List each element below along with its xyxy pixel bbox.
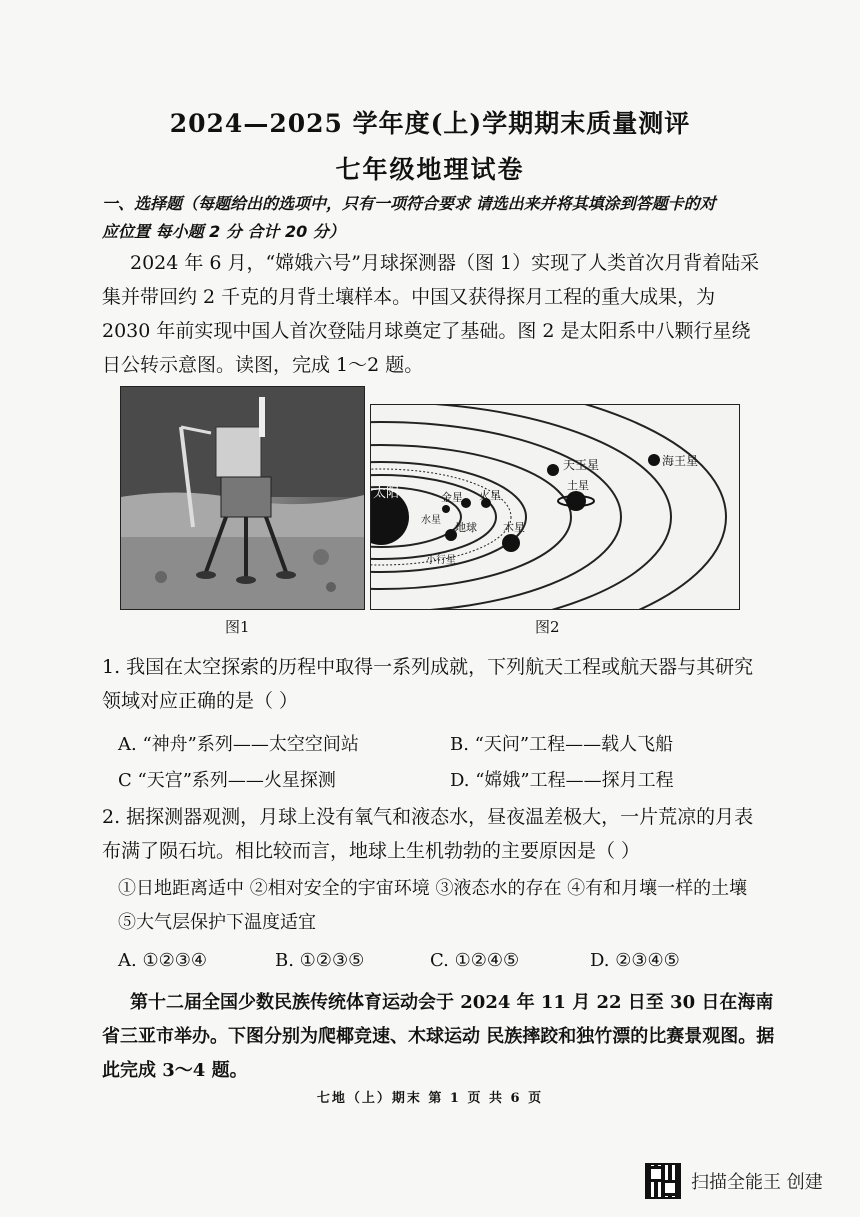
mars-label: 火星 <box>479 489 501 502</box>
paragraph-2: 第十二届全国少数民族传统体育运动会于 2024 年 11 月 22 日至 30 日在海南省三亚市举办。下图分别为爬椰竞速、木球运动 民族摔跤和独竹漂的比赛景观图。据此完成 3～4 题。 <box>102 992 775 1081</box>
jupiter-label: 木星 <box>503 521 525 534</box>
fig1-caption: 图1 <box>225 618 250 636</box>
section-heading <box>102 190 832 246</box>
saturn-label: 土星 <box>567 479 589 492</box>
q2-option-d: D. ②③④⑤ <box>590 950 680 971</box>
q1-option-c: C “天宫”系列——火星探测 <box>118 770 336 791</box>
fig2-caption: 图2 <box>535 618 560 636</box>
question-2-items: ①日地距离适中 ②相对安全的宇宙环境 ③液态水的存在 ④有和月壤一样的土壤 ⑤大气层保护下温度适宜 <box>118 878 748 933</box>
q1-option-b: B. “天问”工程——载人飞船 <box>450 734 674 755</box>
intro-paragraph: 2024 年 6 月，“嫦娥六号”月球探测器（图 1）实现了人类首次月背着陆采集并带回约 2 千克的月背土壤样本。中国又获得探月工程的重大成果，为 2030 年前实现中国人首次登陆月球奠定了基础。图 2 是太阳系中八颗行星绕日公转示意图。读图，完成 1～2 题。 <box>102 252 760 376</box>
q2-option-b: B. ①②③⑤ <box>275 950 365 971</box>
question-2-stem: 2. 据探测器观测，月球上没有氧气和液态水，昼夜温差极大，一片荒凉的月表布满了陨石坑。相比较而言，地球上生机勃勃的主要原因是（ ） <box>102 806 754 862</box>
figures <box>120 386 740 612</box>
q1-option-d: D. “嫦娥”工程——探月工程 <box>450 770 674 791</box>
solar-system-diagram <box>370 404 740 610</box>
watermark-text: 扫描全能王 创建 <box>691 1172 823 1193</box>
q2-option-c: C. ①②④⑤ <box>430 950 520 971</box>
q1-option-a: A. “神舟”系列——太空空间站 <box>118 734 359 755</box>
venus-label: 金星 <box>441 491 463 504</box>
section-heading-line1: 一、选择题（每题给出的选项中，只有一项符合要求 请选出来并将其填涂到答题卡的对 <box>102 194 716 213</box>
section-heading-line2: 应位置 每小题 2 分 合计 20 分） <box>102 222 345 241</box>
mercury-label: 水星 <box>421 515 441 526</box>
neptune-label: 海王星 <box>662 454 699 468</box>
uranus-label: 天王星 <box>563 458 600 472</box>
exam-title: 2024—2025 学年度(上)学期期末质量测评 <box>169 109 691 138</box>
page-footer: 七地（上）期末 第 1 页 共 6 页 <box>316 1091 544 1106</box>
scanner-watermark <box>645 1163 823 1199</box>
earth-label: 地球 <box>455 521 477 534</box>
asteroid-label: 小行星 <box>426 555 456 566</box>
qr-code-icon <box>645 1163 681 1199</box>
exam-subtitle: 七年级地理试卷 <box>335 155 525 184</box>
question-1-stem: 1. 我国在太空探索的历程中取得一系列成就，下列航天工程或航天器与其研究领域对应正确的是（ ） <box>102 656 754 712</box>
sun-label: 太阳 <box>372 486 399 501</box>
q2-option-a: A. ①②③④ <box>118 950 207 971</box>
lunar-probe-photo <box>120 386 365 610</box>
